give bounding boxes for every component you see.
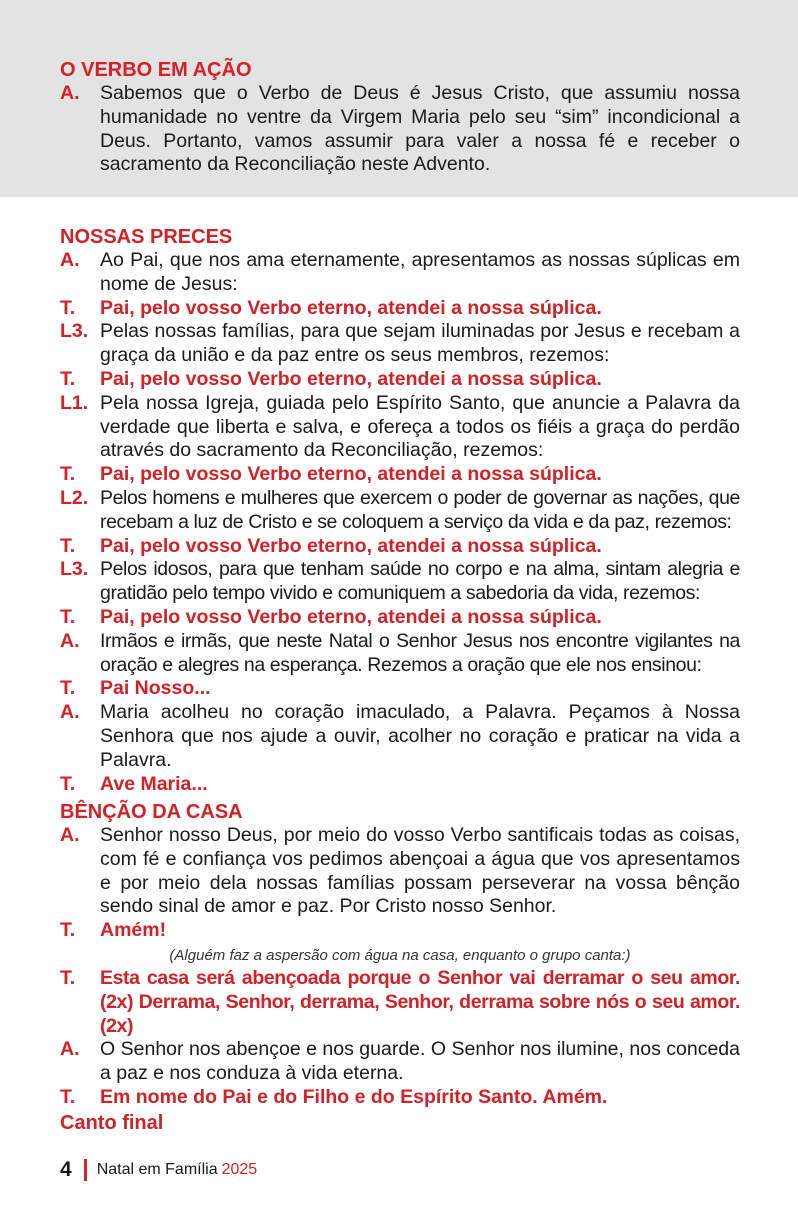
speaker-label: T.: [60, 919, 76, 942]
response-item: [60, 368, 740, 392]
publication-year: 2025: [221, 1161, 258, 1178]
prayer-item: [60, 558, 740, 606]
footer-divider: [84, 1159, 87, 1181]
response-item: [60, 463, 740, 487]
preces-block: [60, 249, 740, 796]
response-item: [60, 1086, 740, 1110]
prayer-item: [60, 487, 740, 535]
speaker-label: A.: [60, 629, 80, 652]
speaker-label: T.: [60, 534, 76, 557]
speaker-label: L3.: [60, 558, 89, 581]
speaker-label: T.: [60, 605, 76, 628]
prayer-text: Senhor nosso Deus, por meio do vosso Verbo santificais todas as coisas, com fé e confiança vos pedimos abençoai a água que vos apresentamos e por meio dela nossas famílias possam perseverar na vossa bênção sendo sinal de amor e paz. Por Cristo nosso Senhor.: [100, 824, 740, 918]
bencao-block-2: [60, 967, 740, 1110]
speaker-label: T.: [60, 1085, 76, 1108]
speaker-label: T.: [60, 463, 76, 486]
response-text: Pai, pelo vosso Verbo eterno, atendei a nossa súplica.: [100, 463, 602, 486]
prayer-text: Irmãos e irmãs, que neste Natal o Senhor Jesus nos encontre vigilantes na oração e alegres na esperança. Rezemos a oração que ele nos ensinou:: [100, 629, 740, 676]
response-text: Ave Maria...: [100, 772, 208, 795]
response-item: [60, 297, 740, 321]
prayer-text: Pelas nossas famílias, para que sejam iluminadas por Jesus e recebam a graça da união e da paz entre os seus membros, rezemos:: [100, 320, 740, 367]
response-item: [60, 967, 740, 1038]
prayer-item: [60, 701, 740, 772]
verbo-block: [60, 82, 740, 177]
page-footer: [60, 1158, 257, 1182]
section-title-bencao: BÊNÇÃO DA CASA: [60, 801, 243, 823]
speaker-label: A.: [60, 1038, 80, 1061]
prayer-item: [60, 630, 740, 678]
prayer-item: [60, 249, 740, 297]
publication-name: Natal em Família: [96, 1161, 218, 1178]
speaker-label: L3.: [60, 320, 89, 343]
speaker-label: A.: [60, 82, 80, 104]
page-number: 4: [60, 1158, 72, 1181]
speaker-label: T.: [60, 677, 76, 700]
response-item: [60, 773, 740, 797]
speaker-label: A.: [60, 824, 80, 846]
response-text: Pai, pelo vosso Verbo eterno, atendei a nossa súplica.: [100, 534, 602, 557]
response-text: Pai, pelo vosso Verbo eterno, atendei a nossa súplica.: [100, 367, 602, 390]
speaker-label: T.: [60, 296, 76, 319]
response-text: Pai, pelo vosso Verbo eterno, atendei a nossa súplica.: [100, 296, 602, 319]
rubric-note: (Alguém faz a aspersão com água na casa, enquanto o grupo canta:): [169, 947, 631, 964]
speaker-label: A.: [60, 701, 80, 724]
response-text: Amém!: [100, 919, 167, 942]
speaker-label: A.: [60, 249, 80, 271]
prayer-item: [60, 1038, 740, 1086]
speaker-label: T.: [60, 772, 76, 795]
prayer-text: Ao Pai, que nos ama eternamente, apresentamos as nossas súplicas em nome de Jesus:: [100, 249, 740, 295]
response-item: [60, 606, 740, 630]
prayer-text: O Senhor nos abençoe e nos guarde. O Senhor nos ilumine, nos conceda a paz e nos conduza à vida eterna.: [100, 1038, 740, 1085]
verbo-text: Sabemos que o Verbo de Deus é Jesus Cristo, que assumiu nossa humanidade no ventre da Virgem Maria pelo seu “sim” incondicional a Deus. Portanto, vamos assumir para valer a nossa fé e receber o sacramento da Reconciliação neste Advento.: [100, 82, 740, 176]
response-item: [60, 919, 740, 943]
prayer-item: [60, 824, 740, 919]
section-title-canto: Canto final: [60, 1112, 164, 1134]
response-text: Pai, pelo vosso Verbo eterno, atendei a nossa súplica.: [100, 605, 602, 628]
response-item: [60, 535, 740, 559]
prayer-item: [60, 320, 740, 368]
speaker-label: T.: [60, 967, 76, 989]
section-title-preces: NOSSAS PRECES: [60, 226, 233, 248]
bencao-block: [60, 824, 740, 943]
prayer-text: Pela nossa Igreja, guiada pelo Espírito Santo, que anuncie a Palavra da verdade que liberta e salva, e ofereça a todos os fiéis a graça do perdão através do sacramento da Reconciliação, rezemos:: [100, 391, 740, 462]
speaker-label: T.: [60, 367, 76, 390]
prayer-text: Pelos homens e mulheres que exercem o poder de governar as nações, que recebam a luz de Cristo e se coloquem a serviço da vida e da paz, rezemos:: [100, 486, 740, 533]
response-item: [60, 677, 740, 701]
section-title-verbo: O VERBO EM AÇÃO: [60, 59, 252, 81]
response-text: Pai Nosso...: [100, 677, 211, 700]
prayer-text: Maria acolheu no coração imaculado, a Palavra. Peçamos à Nossa Senhora que nos ajude a ouvir, acolher no coração e praticar na vida a Palavra.: [100, 701, 740, 771]
song-text: Esta casa será abençoada porque o Senhor vai derramar o seu amor. (2x) Derrama, Senhor, derrama, Senhor, derrama sobre nós o seu amor. (2x): [100, 967, 740, 1037]
prayer-text: Pelos idosos, para que tenham saúde no corpo e na alma, sintam alegria e gratidão pelo tempo vivido e comuniquem a sabedoria da vida, rezemos:: [100, 558, 740, 605]
prayer-item: [60, 392, 740, 463]
speaker-label: L1.: [60, 391, 89, 414]
speaker-label: L2.: [60, 486, 89, 509]
verbo-item: [60, 82, 740, 177]
response-text: Em nome do Pai e do Filho e do Espírito Santo. Amém.: [100, 1085, 608, 1108]
